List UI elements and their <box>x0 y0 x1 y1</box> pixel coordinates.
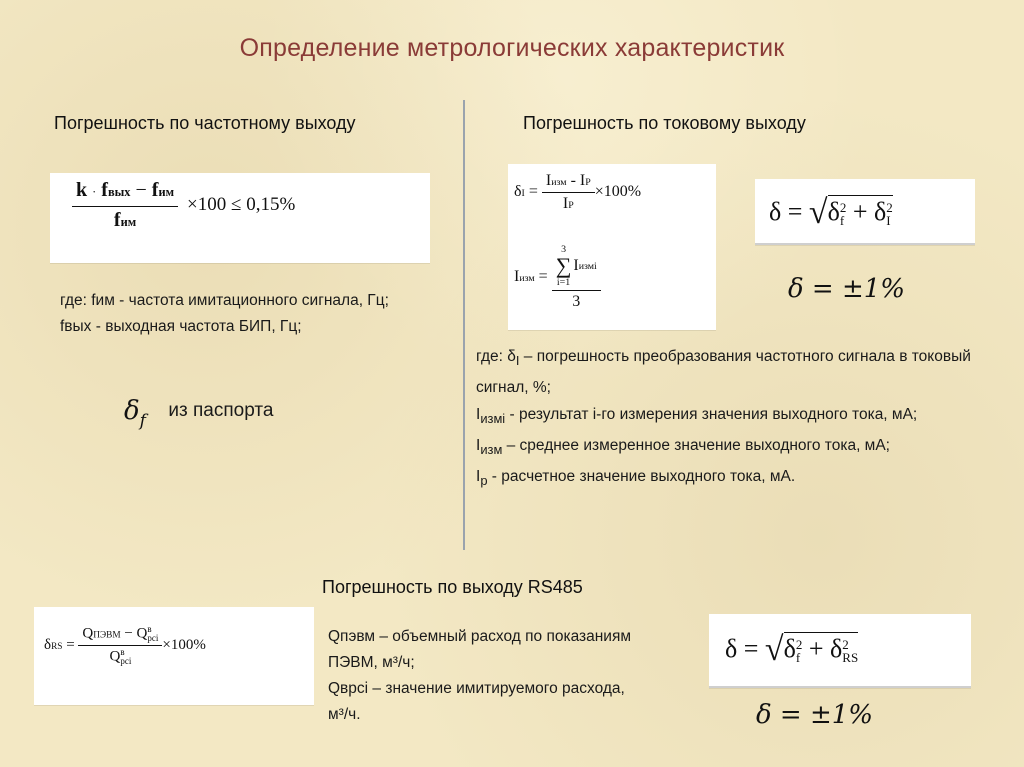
frequency-notes <box>60 288 400 340</box>
current-output-heading: Погрешность по токовому выходу <box>523 113 806 133</box>
f4-a-sup: 2 <box>795 637 803 653</box>
note-pre: I <box>476 468 481 486</box>
rs485-heading: Погрешность по выходу RS485 <box>322 577 583 597</box>
f4-b-sup: 2 <box>842 637 849 653</box>
f4-b: δ <box>830 634 843 663</box>
note-post: - расчетное значение выходного тока, мА. <box>487 468 796 486</box>
note-sub: изм <box>480 442 503 458</box>
f2-lhs-sub: изм <box>519 273 535 285</box>
page-title: Определение метрологических характеристик <box>239 34 785 62</box>
frequency-output-heading: Погрешность по частотному выходу <box>54 113 356 133</box>
f2-sum-body-sub: измi <box>578 260 597 272</box>
rs-eq: = <box>66 636 75 653</box>
f1-num-mid: - I <box>566 172 586 189</box>
note-line: fвых - выходная частота БИП, Гц; <box>60 318 302 335</box>
f2-sum-body: I <box>573 257 579 274</box>
note-post: - результат i-го измерения значения выходного тока, мА; <box>505 406 918 424</box>
column-divider <box>463 100 465 550</box>
note-pre: I <box>476 406 481 424</box>
f2-den: 3 <box>572 293 581 310</box>
rs-num-b-sup: в <box>147 624 152 634</box>
sum-icon: ∑ <box>555 253 572 278</box>
rs-den: Q <box>109 648 121 665</box>
note-line <box>476 401 986 432</box>
f4-plus: + <box>802 634 831 663</box>
rs-den-sub: pci <box>120 656 132 666</box>
f1-den: I <box>562 195 569 212</box>
total-current-error-formula <box>755 179 975 245</box>
f3-b-sub: I <box>886 213 891 229</box>
note-line <box>476 343 986 401</box>
formula-den-f: f <box>113 209 121 231</box>
formula-den-sub: им <box>120 215 137 229</box>
f3-lhs: δ = <box>769 197 809 226</box>
rs-num-b-sub: pci <box>147 633 159 643</box>
formula-minus: − <box>135 179 147 201</box>
f1-num-sub2: P <box>585 177 591 188</box>
rs-num-a: Q <box>82 625 94 642</box>
note-pre: I <box>476 437 481 455</box>
current-delta-formula: δI = $\frac{\text{Iизм - IP}}{IP}$ ×100% <box>514 172 642 212</box>
formula-k: k <box>76 179 88 201</box>
note-line: Qврсi – значение имитируемого расхода, м³/ч. <box>328 680 625 723</box>
rs-lhs-sub: RS <box>51 641 63 652</box>
current-notes <box>476 343 986 494</box>
delta-passport-text: из паспорта <box>168 400 274 421</box>
total-rs485-error-formula <box>709 614 971 688</box>
note-sub: р <box>480 473 488 489</box>
f2-lhs: I <box>514 268 520 286</box>
f1-num-sub: изм <box>551 177 567 188</box>
formula-f-sim-sub: им <box>158 185 175 199</box>
delta-sub: f <box>139 411 146 431</box>
note-line <box>476 463 986 494</box>
f3-plus: + <box>846 197 875 226</box>
formula-f-out: f <box>101 179 108 201</box>
f1-num: I <box>545 172 552 189</box>
note-line <box>476 432 986 463</box>
rs-num-a-sub: ПЭВМ <box>93 630 121 641</box>
f1-tail: ×100% <box>594 183 642 201</box>
rs-lhs: δ <box>44 636 52 653</box>
f3-b: δ <box>874 197 887 226</box>
f3-a: δ <box>827 197 840 226</box>
sqrt-icon: √ <box>808 194 828 231</box>
f2-sum-bottom: i=1 <box>556 277 571 288</box>
f3-b-sup: 2 <box>886 200 893 216</box>
f1-lhs-sub: I <box>521 188 525 200</box>
rs485-notes <box>328 624 648 728</box>
f4-b-sub: RS <box>842 650 859 666</box>
rs-tail: ×100% <box>162 636 206 653</box>
note-pre: где: δ <box>476 348 516 365</box>
delta-f-passport <box>124 396 274 431</box>
rs485-result: δ = ±1% <box>756 700 873 730</box>
f3-a-sup: 2 <box>839 200 847 216</box>
f3-a-sub: f <box>839 213 845 229</box>
current-error-formulas <box>508 164 716 330</box>
f4-a-sub: f <box>795 650 801 666</box>
f2-sum-top: 3 <box>561 244 567 255</box>
rs-den-sup: в <box>120 647 125 657</box>
current-mean-formula: Iизм = 3 ∑ i=1 I измi 3 <box>514 244 601 311</box>
f4-a: δ <box>783 634 796 663</box>
note-sub: измi <box>480 411 506 427</box>
formula-dot: · <box>92 185 97 199</box>
f4-lhs: δ = <box>725 634 765 663</box>
f1-den-sub: P <box>568 200 574 211</box>
current-result: δ = ±1% <box>788 274 905 304</box>
note-line: Qпэвм – объемный расход по показаниям ПЭВМ, м³/ч; <box>328 628 632 671</box>
rs-num-minus: − Q <box>120 625 148 642</box>
delta-symbol: δ <box>124 396 140 426</box>
rs485-error-formula <box>34 607 314 705</box>
note-sub: I <box>515 353 520 369</box>
formula-f-sim: f <box>151 179 159 201</box>
note-post: – среднее измеренное значение выходного тока, мА; <box>502 437 890 455</box>
formula-tail: ×100 ≤ 0,15% <box>187 194 296 216</box>
formula-f-out-sub: вых <box>107 185 131 199</box>
note-post: – погрешность преобразования частотного сигнала в токовый сигнал, %; <box>476 348 971 397</box>
note-line: где: fим - частота имитационного сигнала, Гц; <box>60 292 389 309</box>
frequency-error-formula <box>50 173 430 263</box>
f1-lhs: δ <box>514 183 522 201</box>
sqrt-icon: √ <box>764 631 784 668</box>
